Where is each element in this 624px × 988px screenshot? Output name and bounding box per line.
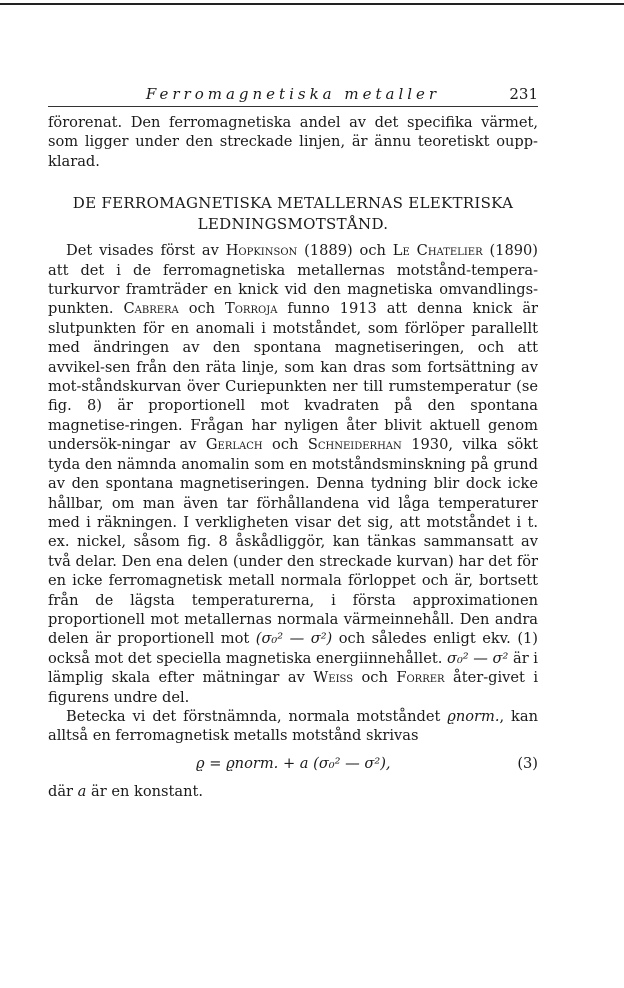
- text-run: och: [262, 436, 308, 454]
- equation-3: [48, 750, 538, 778]
- author-torroja: Torroja: [225, 300, 278, 318]
- text-run: och: [353, 669, 397, 687]
- page-number: 231: [509, 85, 538, 103]
- author-schneiderhan: Schneiderhan: [307, 436, 402, 454]
- section-heading: [48, 193, 538, 235]
- author-gerlach: Gerlach: [205, 436, 263, 454]
- text-run: och således enligt ekv. (1) också mot det speciella magnetiska energiinnehållet.: [48, 630, 539, 667]
- section-heading-line2: LEDNINGSMOTSTÅND.: [197, 215, 389, 234]
- author-weiss: Weiss: [313, 669, 354, 687]
- body-text: [48, 113, 538, 801]
- author-le-chatelier: Le Chatelier: [392, 242, 483, 260]
- header-rule: [48, 106, 538, 107]
- author-hopkinson: Hopkinson: [225, 242, 298, 260]
- paragraph-resistance-formula-intro: [48, 707, 538, 746]
- text-run: 1930, vilka sökt tyda den nämnda anomalin som en motståndsminskning på grund av den spontana magnetiseringen. Denna tydning blir dock icke hållbar, om man även tar förhållandena vid låga temperaturer med i räkningen. I verkligheten visar det sig, att motståndet i t. ex. nickel, såsom fig. 8 åskådliggör, kan tänkas sammansatt av två delar. Den ena delen (under den streckade kurvan) har det för en icke ferromagnetisk metall normala förloppet och är, bortsett från de lägsta temperaturerna, i första approximationen proportionell mot metallernas normala värmeinnehåll. Den andra delen är proportionell mot: [48, 436, 538, 648]
- text-run: är i lämplig skala efter mätningar av: [48, 649, 538, 687]
- intro-paragraph: förorenat. Den ferromagnetiska andel av det specifika värmet, som ligger under den streckade linjen, är ännu teoretiskt oupp-klarad.: [48, 114, 538, 170]
- book-page: [48, 84, 538, 801]
- equation-expression: ϱ = ϱnorm. + a (σ₀² — σ²),: [196, 754, 391, 772]
- text-run: (1889) och: [297, 242, 393, 260]
- paragraph-resistance-history: [48, 241, 538, 707]
- text-run: och: [178, 300, 225, 318]
- top-border-rule: [0, 3, 624, 5]
- section-heading-line1: DE FERROMAGNETISKA METALLERNAS ELEKTRISKA: [72, 194, 514, 213]
- text-run: funno 1913 att denna knick är slutpunkten för en anomali i motståndet, som förlöper parallellt med ändringen av den spontana magnetiseringen, och att avvikel-sen från den räta linje, som kan dras som fortsättning av mot-ståndskurvan över Curiepunkten ner till rumstemperatur (se fig. 8) är proportionell mot kvadraten på den spontana magnetise-ringen. Frågan har nyligen åter blivit aktuell genom undersök-ningar av: [48, 300, 538, 454]
- author-forrer: Forrer: [396, 669, 445, 687]
- text-run: , kan alltså en ferromagnetisk metalls motstånd skrivas: [48, 707, 538, 745]
- variable-a: a: [77, 782, 87, 800]
- text-run: är en konstant.: [86, 782, 203, 800]
- equation-number: (3): [517, 754, 538, 772]
- author-cabrera: Cabrera: [123, 300, 179, 318]
- text-run: åter-givet i figurens undre del.: [48, 669, 539, 706]
- closing-line: [48, 782, 538, 801]
- inline-formula-sigma-difference: (σ₀² — σ²): [255, 630, 333, 648]
- running-title: Ferromagnetiska metaller: [145, 85, 441, 103]
- running-header: [48, 84, 538, 106]
- inline-formula-sigma-difference-2: σ₀² — σ²: [446, 649, 509, 667]
- inline-formula-rho-norm: ϱnorm.: [447, 707, 500, 725]
- text-run: där: [48, 782, 78, 800]
- text-run: Betecka vi det förstnämnda, normala motståndet: [66, 707, 448, 725]
- text-run: (1890) att det i de ferromagnetiska metallernas motstånd-tempera-turkurvor framträder en knick vid den magnetiska omvandlings-punkten.: [48, 242, 538, 318]
- text-run: Det visades först av: [66, 242, 226, 260]
